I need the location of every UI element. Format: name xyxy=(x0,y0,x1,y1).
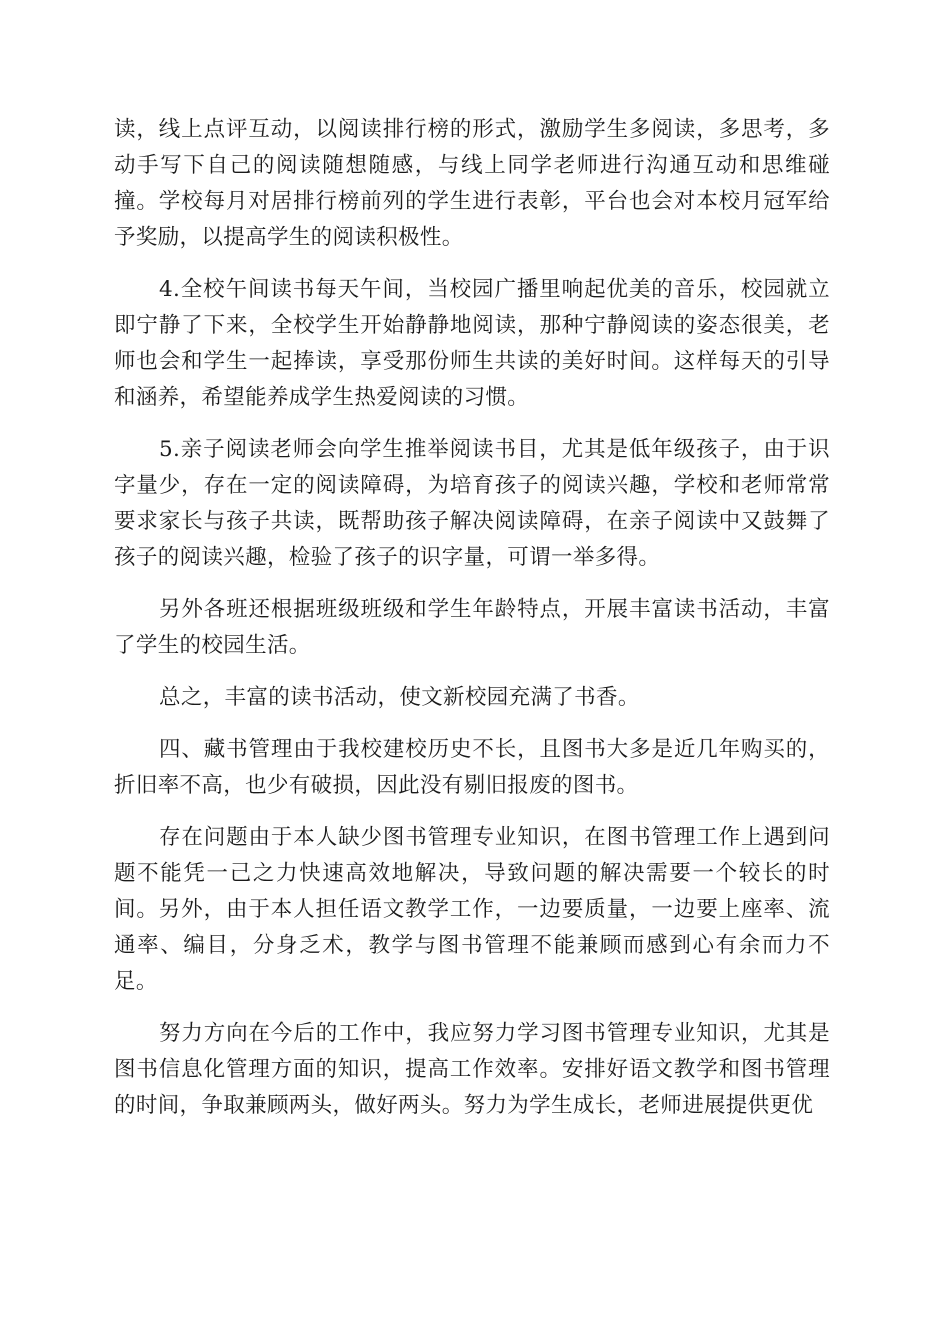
paragraph-5: 总之，丰富的读书活动，使文新校园充满了书香。 xyxy=(159,685,640,710)
paragraph-1: 读，线上点评互动，以阅读排行榜的形式，激励学生多阅读，多思考，多动手写下自己的阅读随想随感，与线上同学老师进行沟通互动和思维碰撞。学校每月对居排行榜前列的学生进行表彰，平台也会对本校月冠军给予奖励，以提高学生的阅读积极性。 xyxy=(114,117,830,250)
paragraph-6: 四、藏书管理由于我校建校历史不长，且图书大多是近几年购买的，折旧率不高，也少有破损，因此没有剔旧报废的图书。 xyxy=(114,737,830,798)
paragraph-2: 4.全校午间读书每天午间，当校园广播里响起优美的音乐，校园就立即宁静了下来，全校学生开始静静地阅读，那种宁静阅读的姿态很美，老师也会和学生一起捧读，享受那份师生共读的美好时间。这样每天的引导和涵养，希望能养成学生热爱阅读的习惯。 xyxy=(114,277,830,410)
document-body xyxy=(114,112,830,1140)
paragraph-7: 存在问题由于本人缺少图书管理专业知识，在图书管理工作上遇到问题不能凭一己之力快速高效地解决，导致问题的解决需要一个较长的时间。另外，由于本人担任语文教学工作，一边要质量，一边要上座率、流通率、编目，分身乏术，教学与图书管理不能兼顾而感到心有余而力不足。 xyxy=(114,825,830,994)
paragraph-3: 5.亲子阅读老师会向学生推举阅读书目，尤其是低年级孩子，由于识字量少，存在一定的阅读障碍，为培育孩子的阅读兴趣，学校和老师常常要求家长与孩子共读，既帮助孩子解决阅读障碍，在亲子阅读中又鼓舞了孩子的阅读兴趣，检验了孩子的识字量，可谓一举多得。 xyxy=(114,437,830,570)
paragraph-4: 另外各班还根据班级班级和学生年龄特点，开展丰富读书活动，丰富了学生的校园生活。 xyxy=(114,597,830,658)
paragraph-8: 努力方向在今后的工作中，我应努力学习图书管理专业知识，尤其是图书信息化管理方面的知识，提高工作效率。安排好语文教学和图书管理的时间，争取兼顾两头，做好两头。努力为学生成长，老师进展提供更优 xyxy=(114,1021,830,1118)
